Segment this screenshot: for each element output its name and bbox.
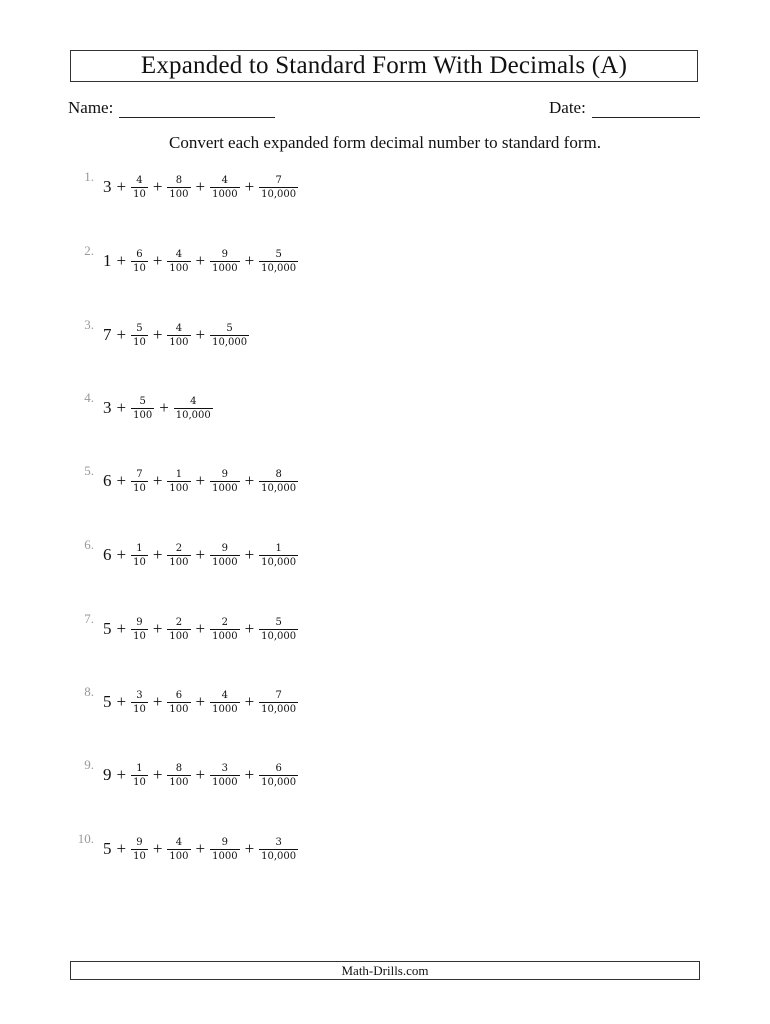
fraction: [210, 175, 239, 200]
fraction-denominator: 1000: [212, 262, 238, 274]
name-field: [68, 97, 275, 118]
fraction-denominator: 1000: [212, 482, 238, 494]
fraction: [131, 323, 148, 348]
date-blank[interactable]: [592, 97, 700, 118]
fraction-numerator: 8: [175, 174, 183, 186]
fraction: [210, 249, 239, 274]
problem-item: [70, 829, 298, 869]
fraction-denominator: 10: [133, 850, 146, 862]
fraction-numerator: 9: [221, 542, 229, 554]
fraction-denominator: 10: [133, 188, 146, 200]
fraction: [167, 837, 190, 862]
plus-sign: +: [244, 839, 255, 858]
fraction-numerator: 1: [275, 542, 282, 554]
plus-sign: +: [195, 619, 206, 638]
plus-sign: +: [116, 471, 127, 490]
whole-number: 1: [103, 251, 112, 270]
expanded-expression: [103, 175, 298, 200]
fraction-denominator: 10: [133, 776, 146, 788]
fraction: [210, 323, 249, 348]
whole-number: 3: [103, 398, 112, 417]
problem-item: [70, 315, 249, 355]
fraction-numerator: 4: [175, 248, 183, 260]
whole-number: 5: [103, 839, 112, 858]
plus-sign: +: [116, 325, 127, 344]
problem-number: 6.: [84, 537, 94, 552]
plus-sign: +: [159, 398, 169, 417]
fraction-numerator: 6: [136, 248, 143, 260]
fraction-denominator: 100: [169, 556, 189, 568]
plus-sign: +: [116, 251, 127, 270]
problem-number: 8.: [84, 684, 94, 699]
fraction-denominator: 10,000: [261, 630, 297, 642]
plus-sign: +: [195, 765, 206, 784]
name-blank[interactable]: [119, 97, 275, 118]
whole-number: 6: [103, 545, 112, 564]
fraction-denominator: 10,000: [261, 556, 297, 568]
fraction: [259, 469, 298, 494]
fraction: [131, 396, 154, 421]
fraction-denominator: 10,000: [261, 262, 297, 274]
problem-item: [70, 241, 298, 281]
fraction-numerator: 1: [136, 762, 143, 774]
fraction: [131, 690, 148, 715]
expanded-expression: [103, 763, 298, 788]
footer-text: Math-Drills.com: [341, 962, 429, 978]
plus-sign: +: [244, 545, 255, 564]
fraction-numerator: 1: [175, 468, 183, 480]
expanded-expression: [103, 249, 298, 274]
fraction-numerator: 3: [275, 836, 282, 848]
whole-number: 5: [103, 692, 112, 711]
plus-sign: +: [244, 692, 255, 711]
problem-number: 10.: [77, 831, 94, 846]
problem-item: [70, 167, 298, 207]
fraction: [167, 543, 190, 568]
problem-number: 7.: [84, 611, 94, 626]
fraction-numerator: 7: [136, 468, 143, 480]
fraction-numerator: 5: [275, 616, 282, 628]
fraction: [210, 690, 239, 715]
plus-sign: +: [195, 177, 206, 196]
fraction-denominator: 100: [169, 703, 189, 715]
plus-sign: +: [116, 545, 127, 564]
plus-sign: +: [152, 251, 163, 270]
expanded-expression: [103, 837, 298, 862]
fraction: [167, 690, 190, 715]
plus-sign: +: [152, 177, 163, 196]
fraction: [259, 617, 298, 642]
fraction-numerator: 9: [221, 248, 229, 260]
fraction-numerator: 4: [136, 174, 143, 186]
plus-sign: +: [195, 471, 206, 490]
fraction-numerator: 8: [275, 468, 282, 480]
problem-item: [70, 461, 298, 501]
fraction: [174, 396, 213, 421]
fraction: [131, 763, 148, 788]
fraction-denominator: 100: [169, 630, 189, 642]
fraction-denominator: 10,000: [261, 188, 297, 200]
fraction: [131, 617, 148, 642]
fraction: [167, 763, 190, 788]
plus-sign: +: [244, 471, 255, 490]
plus-sign: +: [195, 839, 206, 858]
fraction: [259, 690, 298, 715]
whole-number: 9: [103, 765, 112, 784]
whole-number: 5: [103, 619, 112, 638]
fraction-numerator: 4: [221, 174, 229, 186]
fraction: [259, 175, 298, 200]
fraction-denominator: 100: [169, 776, 189, 788]
fraction-numerator: 4: [221, 689, 229, 701]
plus-sign: +: [116, 177, 127, 196]
plus-sign: +: [152, 471, 163, 490]
problem-number: 2.: [84, 243, 94, 258]
fraction: [167, 323, 190, 348]
date-field: [549, 97, 700, 118]
fraction-numerator: 7: [275, 174, 282, 186]
worksheet-title-text: Expanded to Standard Form With Decimals (A): [140, 52, 628, 79]
expanded-expression: [103, 396, 213, 421]
instructions: Convert each expanded form decimal number to standard form.: [169, 133, 601, 152]
fraction: [167, 175, 190, 200]
problem-item: [70, 388, 213, 428]
fraction-denominator: 10,000: [261, 703, 297, 715]
plus-sign: +: [152, 619, 163, 638]
fraction-denominator: 100: [169, 850, 189, 862]
plus-sign: +: [152, 765, 163, 784]
fraction: [210, 543, 239, 568]
fraction-denominator: 10,000: [212, 336, 248, 348]
fraction-numerator: 1: [136, 542, 143, 554]
fraction-denominator: 10,000: [261, 776, 297, 788]
fraction-denominator: 1000: [212, 556, 238, 568]
plus-sign: +: [116, 398, 127, 417]
fraction-numerator: 4: [190, 395, 197, 407]
fraction: [167, 249, 190, 274]
fraction-numerator: 7: [275, 689, 282, 701]
fraction-numerator: 9: [221, 836, 229, 848]
plus-sign: +: [116, 692, 127, 711]
problem-number: 1.: [84, 169, 94, 184]
fraction-numerator: 3: [136, 689, 143, 701]
fraction: [210, 837, 239, 862]
fraction-denominator: 10,000: [261, 850, 297, 862]
problem-item: [70, 535, 298, 575]
plus-sign: +: [195, 545, 206, 564]
plus-sign: +: [244, 619, 255, 638]
plus-sign: +: [152, 325, 163, 344]
fraction: [131, 249, 148, 274]
problem-number: 9.: [84, 757, 94, 772]
fraction-denominator: 1000: [212, 630, 238, 642]
plus-sign: +: [195, 325, 206, 344]
plus-sign: +: [244, 765, 255, 784]
fraction-denominator: 100: [169, 262, 189, 274]
fraction: [259, 837, 298, 862]
plus-sign: +: [244, 251, 255, 270]
fraction: [210, 469, 239, 494]
expanded-expression: [103, 543, 298, 568]
fraction-numerator: 9: [136, 836, 143, 848]
fraction-numerator: 8: [175, 762, 183, 774]
fraction-numerator: 9: [136, 616, 143, 628]
problem-number: 5.: [84, 463, 94, 478]
fraction-numerator: 9: [221, 468, 229, 480]
fraction: [167, 469, 190, 494]
problem-item: [70, 609, 298, 649]
date-label: Date:: [549, 98, 586, 117]
fraction: [210, 763, 239, 788]
plus-sign: +: [152, 545, 163, 564]
fraction-denominator: 10: [133, 630, 146, 642]
expanded-expression: [103, 469, 298, 494]
fraction: [259, 763, 298, 788]
expanded-expression: [103, 690, 298, 715]
problem-number: 4.: [84, 390, 94, 405]
fraction-numerator: 6: [175, 689, 183, 701]
fraction: [131, 837, 148, 862]
fraction-denominator: 10: [133, 482, 146, 494]
problem-item: [70, 755, 298, 795]
plus-sign: +: [152, 839, 163, 858]
whole-number: 7: [103, 325, 112, 344]
plus-sign: +: [244, 177, 255, 196]
fraction-denominator: 10: [133, 262, 146, 274]
fraction: [167, 617, 190, 642]
fraction-numerator: 2: [221, 616, 229, 628]
worksheet-title: [70, 50, 698, 82]
fraction-denominator: 10: [133, 556, 146, 568]
fraction-numerator: 3: [221, 762, 229, 774]
fraction-denominator: 100: [169, 482, 189, 494]
plus-sign: +: [195, 251, 206, 270]
whole-number: 6: [103, 471, 112, 490]
plus-sign: +: [116, 839, 127, 858]
fraction-numerator: 2: [175, 542, 183, 554]
fraction-denominator: 1000: [212, 850, 238, 862]
fraction-denominator: 1000: [212, 188, 238, 200]
fraction: [259, 249, 298, 274]
fraction-numerator: 2: [175, 616, 183, 628]
fraction-numerator: 4: [175, 322, 183, 334]
fraction-denominator: 100: [169, 336, 189, 348]
fraction-numerator: 5: [275, 248, 282, 260]
fraction-denominator: 100: [169, 188, 189, 200]
expanded-expression: [103, 617, 298, 642]
fraction-denominator: 100: [133, 409, 153, 421]
fraction: [131, 469, 148, 494]
fraction-numerator: 6: [275, 762, 282, 774]
fraction: [131, 175, 148, 200]
fraction-denominator: 10,000: [261, 482, 297, 494]
whole-number: 3: [103, 177, 112, 196]
problem-number: 3.: [84, 317, 94, 332]
fraction-numerator: 5: [226, 322, 233, 334]
plus-sign: +: [116, 765, 127, 784]
fraction-denominator: 10: [133, 703, 146, 715]
name-label: Name:: [68, 98, 114, 117]
plus-sign: +: [116, 619, 127, 638]
expanded-expression: [103, 323, 249, 348]
fraction-numerator: 4: [175, 836, 183, 848]
fraction-denominator: 1000: [212, 703, 238, 715]
plus-sign: +: [195, 692, 206, 711]
fraction-denominator: 1000: [212, 776, 238, 788]
fraction-numerator: 5: [136, 322, 143, 334]
fraction: [210, 617, 239, 642]
fraction-denominator: 10,000: [175, 409, 211, 421]
fraction: [259, 543, 298, 568]
plus-sign: +: [152, 692, 163, 711]
problem-item: [70, 682, 298, 722]
fraction-denominator: 10: [133, 336, 146, 348]
footer: [70, 961, 700, 980]
fraction-numerator: 5: [139, 395, 146, 407]
fraction: [131, 543, 148, 568]
